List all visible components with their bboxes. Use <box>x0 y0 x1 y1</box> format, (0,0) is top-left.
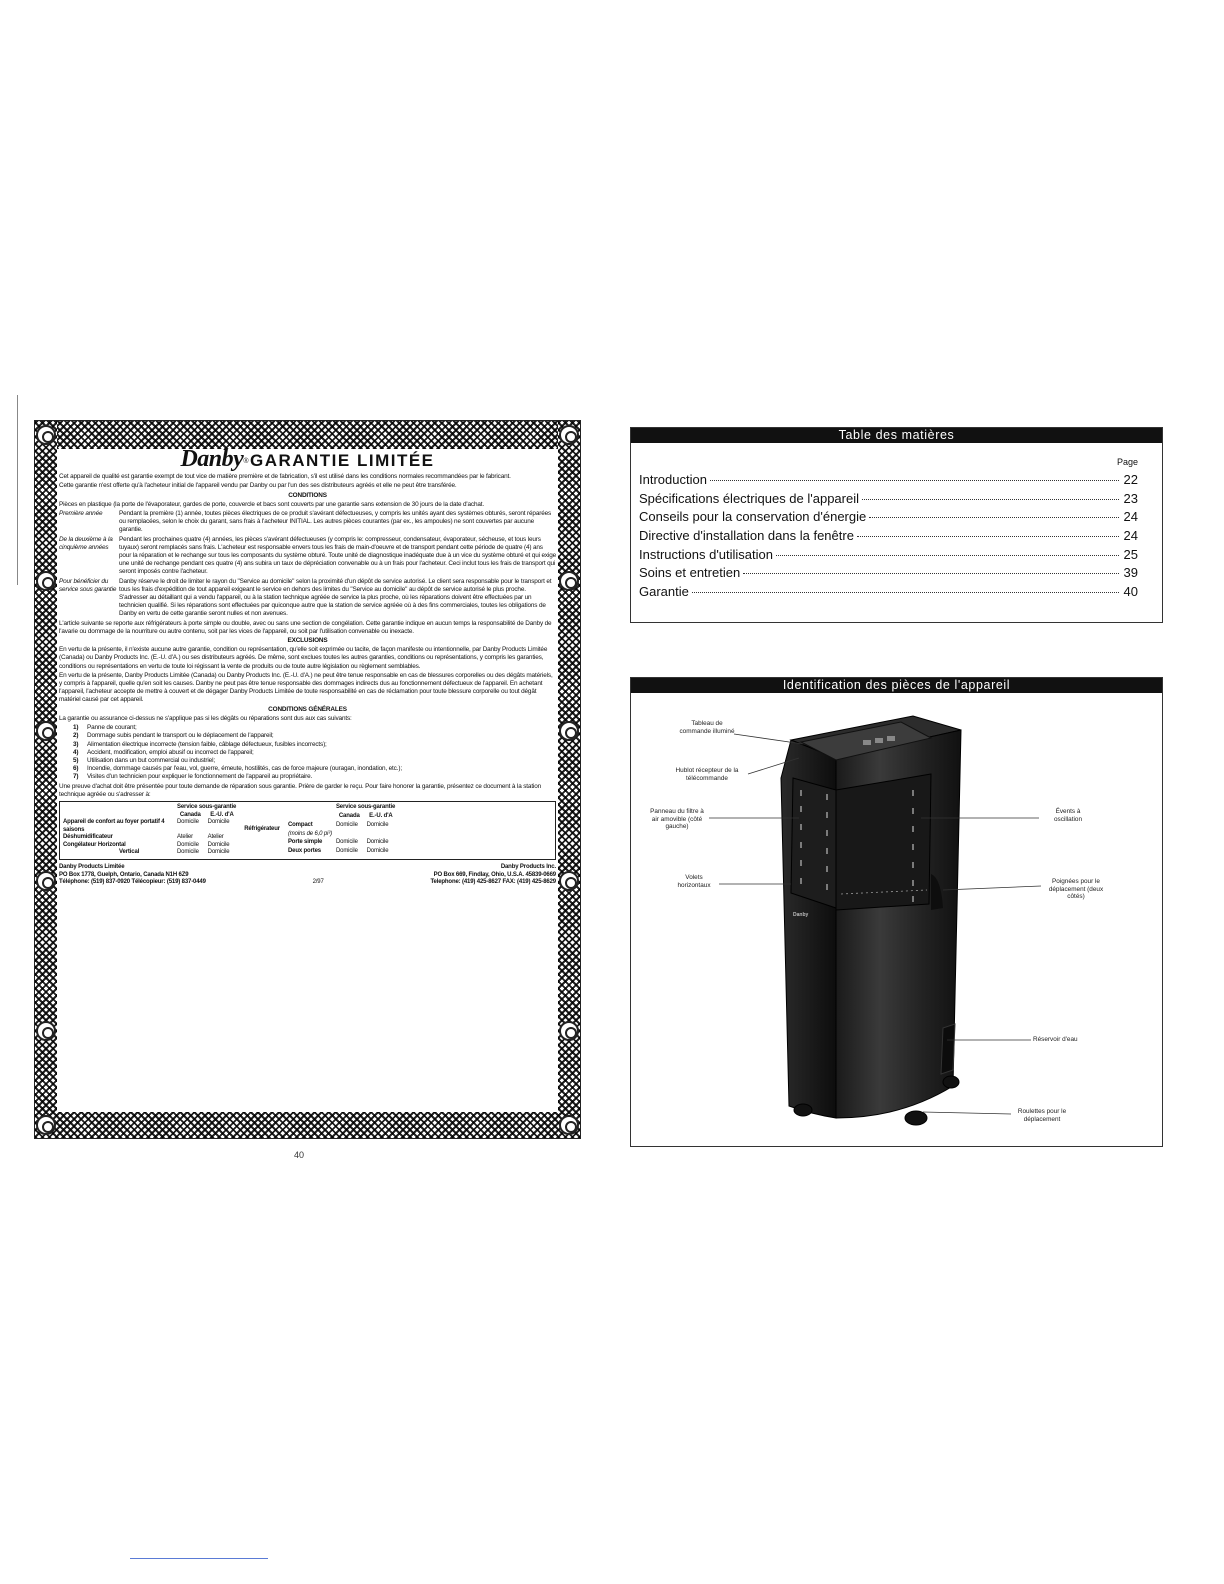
address-canada: Danby Products Limitée PO Box 1778, Guelph, Ontario, Canada N1H 6Z9 Téléphone: (519) 837-0920 Télécopieur: (519) 837-0449 <box>59 864 206 886</box>
exclusions-heading: EXCLUSIONS <box>287 637 328 645</box>
exclusions-text-2: En vertu de la présente, Danby Products Limitée (Canada) ou Danby Products Inc. (E.-U. d'A.) ne peut être tenue responsable en cas de blessures corporelles ou des dégâts matériels, y compris à l'appareil, quelle qu'en soit les causes. Danby ne peut pas être tenue responsable des dommages indirects dus au fonctionnement défectueux de l'appareil. En achetant l'appareil, l'acheteur accepte de mettre à couvert et de dégager Danby Products Limitée de toute responsabilité en cas de réclamation pour toute blessure corporelle ou tout dégât matériel causé par cet appareil. <box>59 671 553 704</box>
fridge-label: Réfrigérateur <box>244 825 280 832</box>
service-table-right: Service sous-garantie Canada E.-U. d'A Compact Domicile Domicile (moins de 6,0 pi³) Porte simple Domicile Domicile Deux portes Domicile Domicile <box>288 804 399 857</box>
parts-identification <box>630 677 1163 1147</box>
warranty-intro-1: Cet appareil de qualité est garantie exempt de tout vice de matière première et de fabrication, s'il est utilisé dans les conditions normales recommandées par le fabricant. <box>59 473 511 481</box>
border-knot <box>36 425 56 445</box>
warranty-intro-2: Cette garantie n'est offerte qu'à l'acheteur initial de l'appareil vendu par Danby ou par l'un des ses distributeurs agréés et elle ne peut être transférée. <box>59 482 457 490</box>
proof-of-purchase: Une preuve d'achat doit être présentée pour toute demande de réparation sous garantie. Prière de garder le reçu. Pour faire honorer la garantie, présentez ce document à la station technique agréée ou s'adresser à: <box>59 782 542 798</box>
condition-row <box>59 536 556 577</box>
portable-air-conditioner-illustration <box>631 678 1163 1147</box>
general-conditions-intro: La garantie ou assurance ci-dessus ne s'applique pas si les dégâts ou réparations sont dus aux cas suivants: <box>59 714 352 722</box>
fridge-article: L'article suivante se reporte aux réfrigérateurs à porte simple ou double, avec ou sans une section de congélation. Cette garantie indique en aucun temps la responsabilité de Danby de l'avarie ou dommage de la nourriture ou autre contenu, soit par les vices de l'appareil, ou soit par l'utilisation convenable ou inexacte. <box>59 619 552 635</box>
decorative-border-top <box>35 421 580 449</box>
general-conditions-list <box>73 724 556 781</box>
address-usa: Danby Products Inc. PO Box 669, Findlay, Ohio, U.S.A. 45839-0669 Telephone: (419) 425-8627 FAX: (419) 425-8629 <box>430 864 556 886</box>
conditions-heading: CONDITIONS <box>288 491 327 499</box>
warranty-heading: Danby® GARANTIE LIMITÉE <box>180 446 435 472</box>
border-knot <box>559 871 579 891</box>
table-row: Compact Domicile Domicile <box>287 821 389 828</box>
decorative-border-bottom <box>35 1112 580 1138</box>
border-knot <box>559 425 579 445</box>
label-control-panel: Tableau de commande illuminé <box>679 720 735 735</box>
service-table-left: Service sous-garantie Canada E.-U. d'A Appareil de confort au foyer portatif 4 saisons Domicile Domicile Déshumidificateur Atelier Atelier Congélateur Horizontal Domicile Domicile Vertical Domicile Domicile <box>63 804 240 857</box>
toc-list <box>639 472 1138 603</box>
toc-entry[interactable]: Directive d'installation dans la fenêtre 24 <box>639 528 1138 544</box>
border-knot <box>559 571 579 591</box>
list-item: 4) Accident, modification, emploi abusif ou incorrect de l'appareil; <box>73 748 254 756</box>
service-table <box>59 801 556 860</box>
label-oscillating-vents: Évents à oscillation <box>1053 808 1083 823</box>
condition-text: Danby réserve le droit de limiter le rayon du "Service au domicile" selon la proximité d'un dépôt de service autorisé. Le client sera responsable pour le transport et tous les frais d'expédition de tout appareil exigeant le service en dehors des limites du "Service au domicile" au dépôt de service autorisé le plus proche. S'adresser au détaillant qui a vendu l'appareil, ou à la station technique agréée de service la plus proche, où les réparations doivent être effectuées par un technicien qualifié. Si les réparations sont effectuées par quiconque autre que la station de service agréée où à des fins commerciales, toutes les obligations de Danby en vertu de cette garantie seront nulles et non avenues. <box>119 577 552 618</box>
border-knot <box>36 1021 56 1041</box>
addresses <box>59 864 556 887</box>
border-knot <box>36 721 56 741</box>
unit-brand-label: Danby <box>793 912 809 918</box>
warranty-title: GARANTIE LIMITÉE <box>249 451 435 470</box>
condition-label: De la deuxième à la cinquième années <box>59 535 113 551</box>
toc-entry[interactable]: Instructions d'utilisation 25 <box>639 546 1138 562</box>
table-row: Congélateur Horizontal Domicile Domicile <box>63 841 230 848</box>
page-edge-mark <box>17 395 18 585</box>
table-row: Vertical Domicile Domicile <box>119 849 230 856</box>
border-knot <box>36 1115 56 1135</box>
toc-page-header: Page <box>1116 457 1138 467</box>
list-item: 2) Dommage subis pendant le transport ou le déplacement de l'appareil; <box>73 732 274 740</box>
warranty-text <box>59 446 557 1110</box>
table-row: Déshumidificateur Atelier Atelier <box>63 834 224 841</box>
condition-label: Première année <box>59 510 103 518</box>
general-conditions-heading: CONDITIONS GÉNÉRALES <box>268 705 347 713</box>
toc-entry[interactable]: Soins et entretien 39 <box>639 565 1138 581</box>
border-knot <box>559 1115 579 1135</box>
warranty-certificate <box>34 420 581 1139</box>
table-of-contents <box>630 427 1163 623</box>
condition-label: Pour bénéficier du service sous garantie <box>59 577 117 593</box>
parts-title: Identification des pièces de l'appareil <box>631 678 1162 693</box>
list-item: 3) Alimentation électrique incorrecte (tension faible, câblage défectueux, fusibles incorrects); <box>73 740 327 748</box>
condition-row <box>59 578 556 619</box>
table-row: Deux portes Domicile Domicile <box>287 848 389 855</box>
toc-entry[interactable]: Garantie 40 <box>639 584 1138 600</box>
condition-text: Pendant la première (1) année, toutes pièces électriques de ce produit s'avérant défectueuses, y compris les unités ayant des systèmes obturés, seront réparées ou remplacées, selon le choix du garant, sans frais à l'acheteur INITIAL. Les autres pièces courantes (par ex., les ampoules) ne sont couvertes par aucune garantie. <box>119 510 552 534</box>
border-knot <box>559 721 579 741</box>
toc-entry[interactable]: Introduction 22 <box>639 472 1138 487</box>
condition-row <box>59 510 556 535</box>
condition-text: Pendant les prochaines quatre (4) années, les pièces s'avérant défectueuses (y compris le: compresseur, condensateur, évaporateur, sécheuse, et tous leurs tuyaux) seront remplacés sans frais. L'acheteur est responsable envers tous les frais de main-d'oeuvre et de transport pendant cette période de quatre (4) ans pour la réparation et le rechange sur tous les composants du système obturé. Toute unité de diagnostique inadéquate due à un vice du système obturé et qui exige une unité de rechange pendant ces quatre (4) ans subira un taux de dépréciation convenable ou à un frais pour l'acheteur. Ceci inclut tous les frais de transport qui seront imposés contre l'acheteur. <box>119 535 557 576</box>
table-row: (moins de 6,0 pi³) <box>287 830 332 837</box>
danby-logo: Danby <box>180 446 244 472</box>
border-knot <box>36 871 56 891</box>
page-number: 40 <box>294 1150 305 1160</box>
list-item: 5) Utilisation dans un but commercial ou industriel; <box>73 756 215 764</box>
border-knot <box>36 571 56 591</box>
border-knot <box>559 1021 579 1041</box>
document-code: 2/97 <box>312 879 324 886</box>
table-row: Appareil de confort au foyer portatif 4 saisons Domicile Domicile <box>63 819 230 833</box>
label-wheels: Roulettes pour le déplacement <box>1017 1108 1067 1123</box>
table-row: Porte simple Domicile Domicile <box>287 839 389 846</box>
list-item: 7) Visites d'un technicien pour expliquer le fonctionnement de l'appareil au propriétaire. <box>73 773 313 781</box>
label-remote-receiver: Hublot récepteur de la télécommande <box>675 767 739 782</box>
footer-link-line <box>130 1558 268 1559</box>
list-item: 1) Panne de courant; <box>73 724 137 732</box>
label-handles: Poignées pour le déplacement (deux côtés) <box>1048 878 1104 901</box>
label-louvers: Volets horizontaux <box>677 874 711 889</box>
exclusions-text-1: En vertu de la présente, il n'existe aucune autre garantie, condition ou représentation, qu'elle soit exprimée ou tacite, de façon manifeste ou intentionnelle, par Danby Products Limitée (Canada) ou Danby Products Inc. (E.-U. d'A.) ou ses distributeurs agréés. De même, sont exclues toutes les autres garanties, conditions ou représentations, y compris les garanties, conditions ou représentations en vertu de toute loi régissant la vente de produits ou de toute autre législation ou règlement semblables. <box>59 646 548 670</box>
toc-entry[interactable]: Spécifications électriques de l'appareil 23 <box>639 490 1138 506</box>
toc-entry[interactable]: Conseils pour la conservation d'énergie 24 <box>639 509 1138 525</box>
list-item: 6) Incendie, dommage causés par l'eau, vol, guerre, émeute, hostilités, cas de force majeure (ouragan, inondation, etc.); <box>73 765 402 773</box>
toc-title: Table des matières <box>631 428 1162 443</box>
conditions-intro: Pièces en plastique (la porte de l'évaporateur, gardes de porte, couvercle et bacs sont couverts par une garantie sans extension de 30 jours de la date d'achat. <box>59 500 485 508</box>
label-water-tank: Réservoir d'eau <box>1033 1036 1078 1043</box>
label-filter-panel: Panneau du filtre à air amovible (côté gauche) <box>650 808 704 831</box>
